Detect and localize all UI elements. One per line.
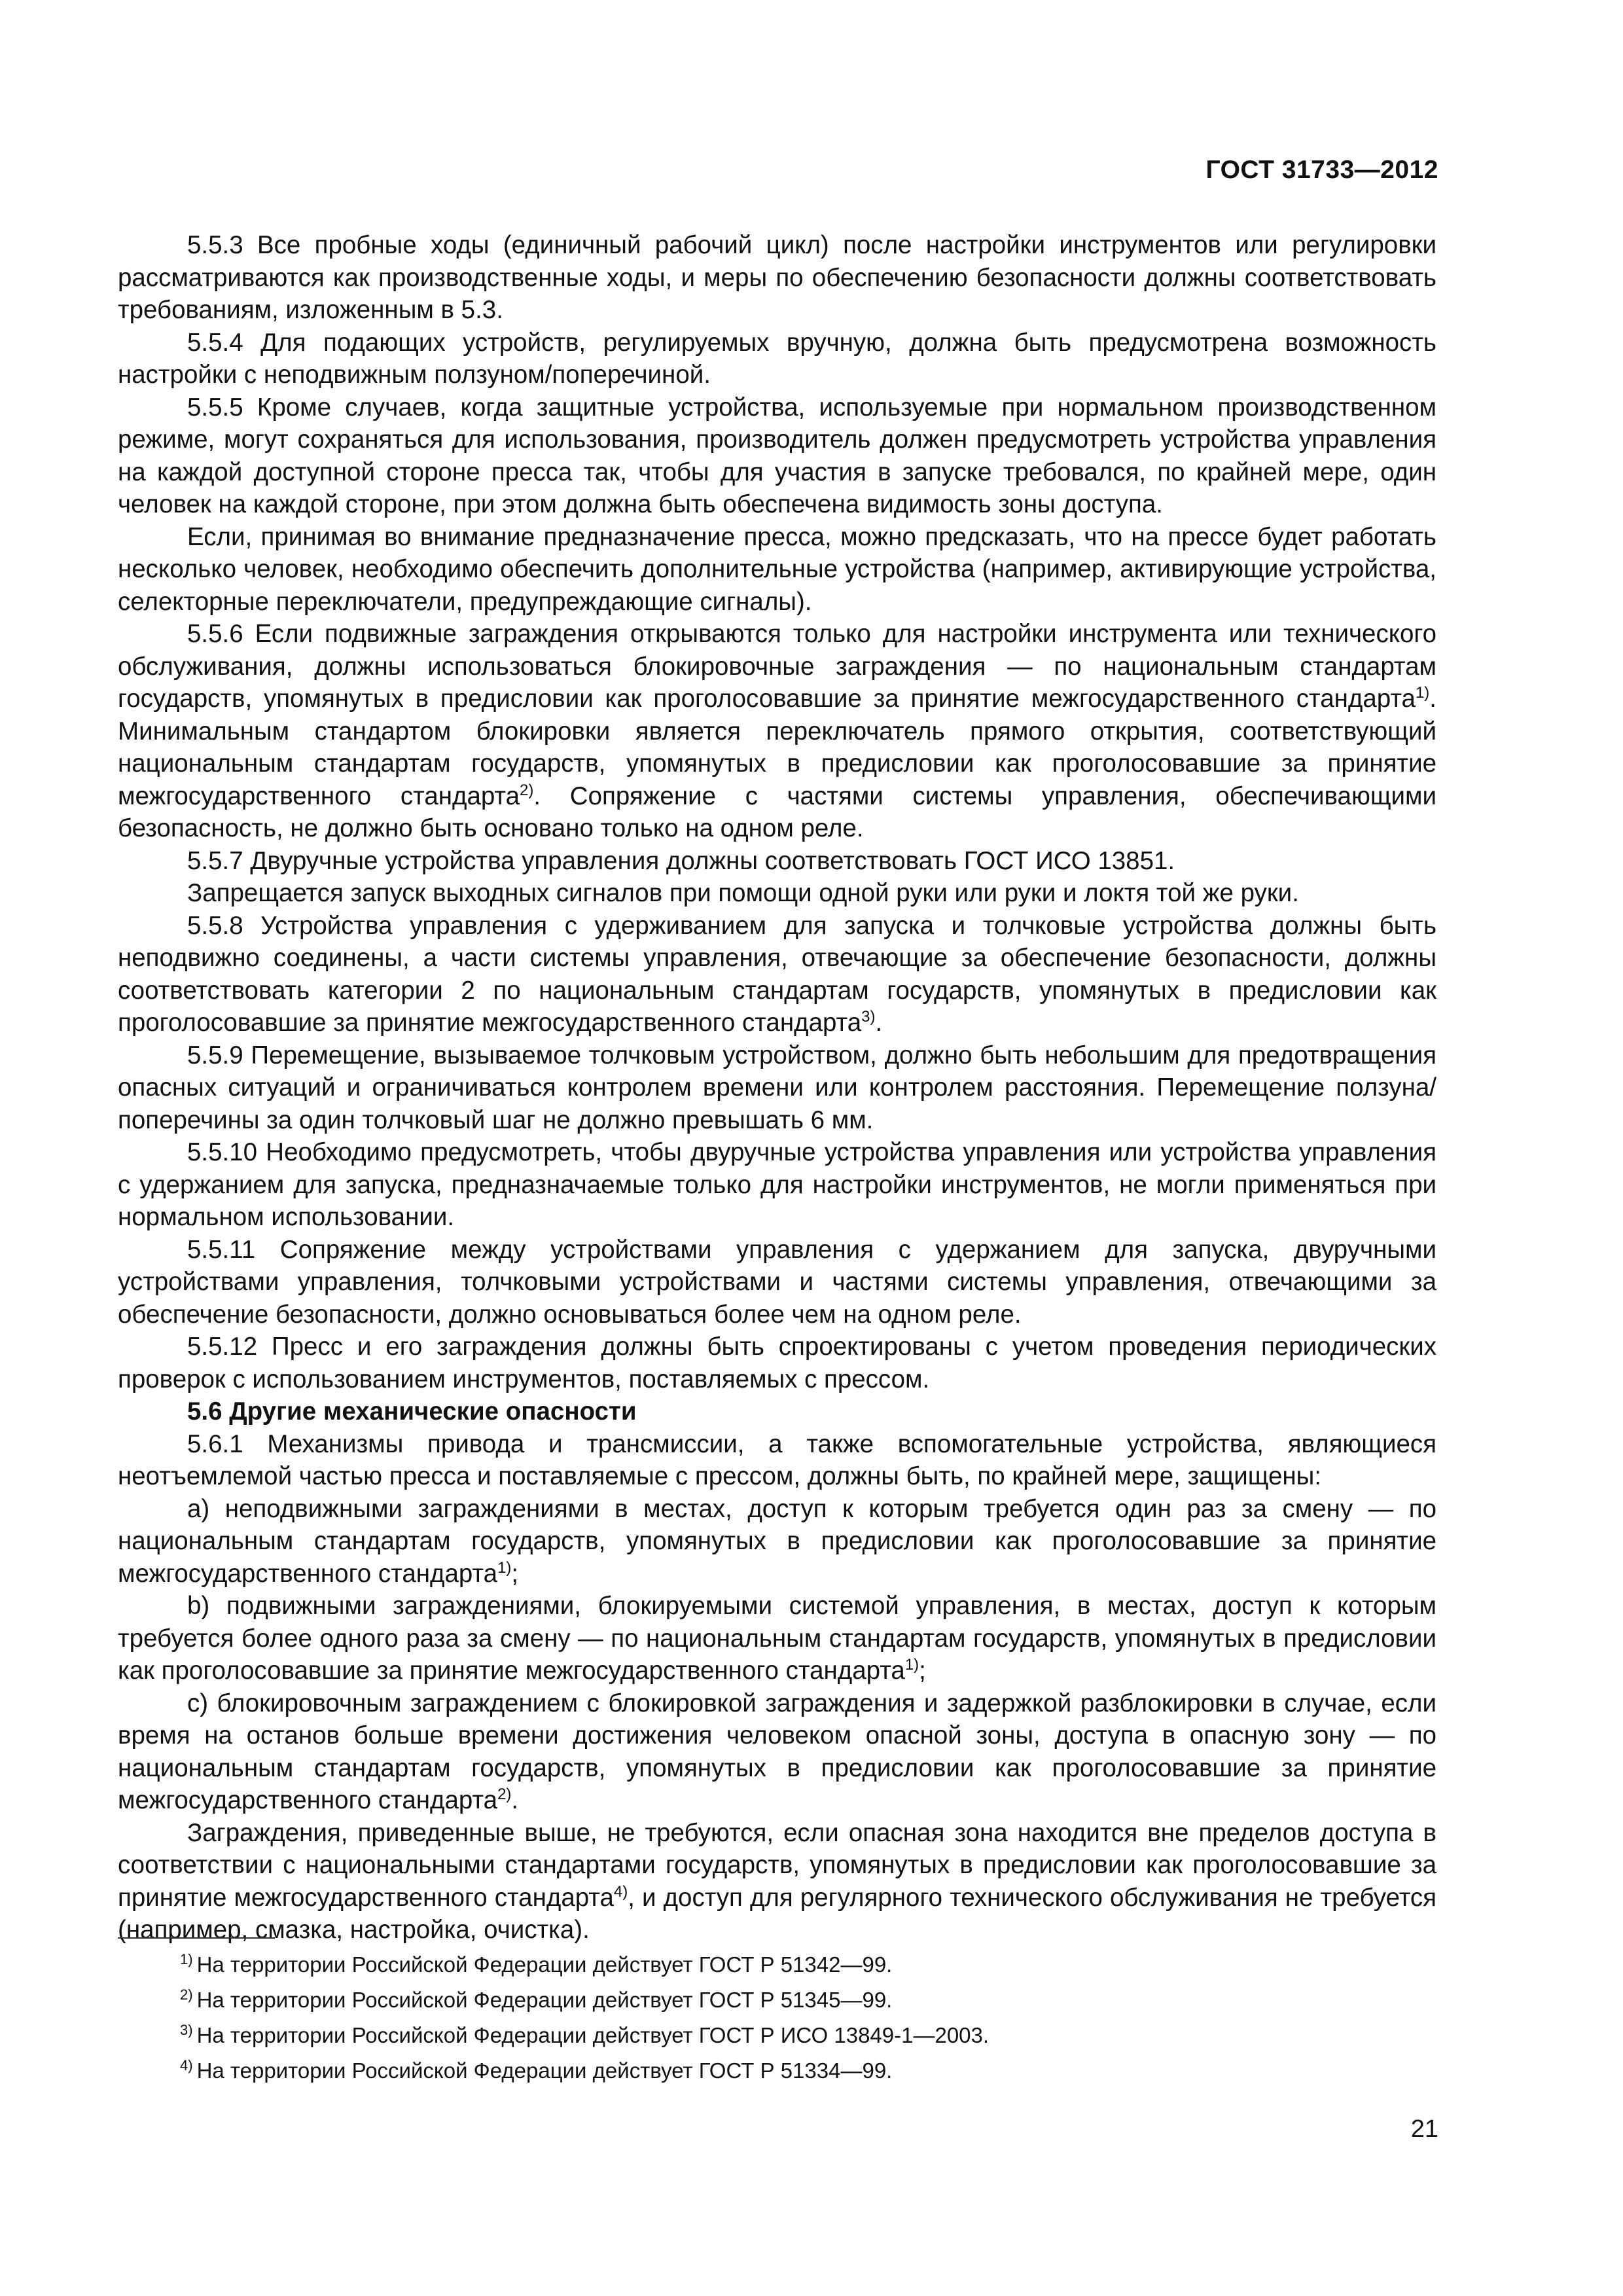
list-item-c (118, 1687, 1436, 1817)
sentence-end: . (875, 1009, 883, 1037)
footnote-2 (180, 1982, 1423, 2018)
paragraph-5-5-8 (118, 910, 1436, 1039)
paragraph-5-5-12: 5.5.12 Пресс и его заграждения должны быть спроектированы с учетом проведения периодических проверок с использованием инструментов, поставляемых с прессом. (118, 1333, 1436, 1393)
footnote-ref: 1) (1415, 684, 1430, 702)
paragraph-closing-part-a: Заграждения, приведенные выше, не требуются, если опасная зона находится вне пределов доступа в соответствии с национальными стандартами государств, упомянутых в предисловии как проголосовавшие за принятие межгосударственного стандарта (118, 1818, 1436, 1912)
document-id-header: ГОСТ 31733—2012 (1205, 156, 1438, 184)
footnote-ref: 1) (497, 1558, 512, 1577)
footnote-ref: 2) (520, 781, 534, 799)
footnote-text: На территории Российской Федерации действует ГОСТ Р 51345—99. (196, 1988, 893, 2012)
paragraph-5-5-10: 5.5.10 Необходимо предусмотреть, чтобы двуручные устройства управления или устройства управления с удержанием для запуска, предназначаемые только для настройки инструментов, не могли применяться при нормальном использовании. (118, 1138, 1436, 1231)
paragraph-5-5-5: 5.5.5 Кроме случаев, когда защитные устройства, используемые при нормальном производственном режиме, могут сохраняться для использования, производитель должен предусмотреть устройства управления на каждой доступной стороне пресса так, чтобы для участия в запуске требовался, по крайней мере, один человек на каждой стороне, при этом должна быть обеспечена видимость зоны доступа. (118, 393, 1436, 518)
footnote-text: На территории Российской Федерации действует ГОСТ Р 51342—99. (196, 1952, 893, 1977)
paragraph-closing-part-b: , и доступ для регулярного технического обслуживания не требуется (например, смазка, настройка, очистка). (118, 1883, 1436, 1944)
list-item-c-text: c) блокировочным заграждением с блокировкой заграждения и задержкой разблокировки в случае, если время на останов больше времени достижения человеком опасной зоны, доступа в опасную зону — по национальным стандартам государств, упомянутых в предисловии как проголосовавшие за принятие межгосударственного стандарта (118, 1689, 1436, 1814)
footnote-ref: 4) (613, 1882, 628, 1901)
list-item-b-text: b) подвижными заграждениями, блокируемыми системой управления, в местах, доступ к которым требуется более одного раза за смену — по национальным стандартам государств, упомянутых в предисловии как проголосовавшие за принятие межгосударственного стандарта (118, 1592, 1436, 1685)
paragraph-5-5-8-text: 5.5.8 Устройства управления с удерживанием для запуска и толчковые устройства должны быть неподвижно соединены, а части системы управления, отвечающие за обеспечение безопасности, должны соответствовать категории 2 по национальным стандартам государств, упомянутых в предисловии как проголосовавшие за принятие межгосударственного стандарта (118, 911, 1436, 1037)
footnote-mark: 1) (180, 1951, 193, 1967)
paragraph-5-5-11: 5.5.11 Сопряжение между устройствами управления с удержанием для запуска, двуручными устройствами управления, толчковыми устройствами и частями системы управления, отвечающими за обеспечение безопасности, должно основываться более чем на одном реле. (118, 1235, 1436, 1329)
list-item-a-text: a) неподвижными заграждениями в местах, доступ к которым требуется один раз за смену — по национальным стандартам государств, упомянутых в предисловии как проголосовавшие за принятие межгосударственного стандарта (118, 1494, 1436, 1588)
paragraph-5-5-6-part-c: . Сопряжение с частями системы управления, обеспечивающими безопасность, не должно быть основано только на одном реле. (118, 781, 1436, 842)
paragraph-5-6-1: 5.6.1 Механизмы привода и трансмиссии, а также вспомогательные устройства, являющиеся неотъемлемой частью пресса и поставляемые с прессом, должны быть, по крайней мере, защищены: (118, 1429, 1436, 1490)
footnote-ref: 3) (861, 1008, 876, 1026)
paragraph-5-5-6-part-a: 5.5.6 Если подвижные заграждения открываются только для настройки инструмента или технического обслуживания, должны использоваться блокировочные заграждения — по национальным стандартам государств, упомянутых в предисловии как проголосовавшие за принятие межгосударственного стандарта (118, 620, 1436, 713)
list-item-end: ; (511, 1559, 519, 1588)
paragraph-5-5-6 (118, 618, 1436, 845)
footnote-ref: 1) (904, 1656, 919, 1674)
paragraph-5-5-5-continued: Если, принимая во внимание предназначение пресса, можно предсказать, что на прессе будет работать несколько человек, необходимо обеспечить дополнительные устройства (например, активирующие устройства, селекторные переключатели, предупреждающие сигналы). (118, 522, 1436, 616)
paragraph-5-5-7: 5.5.7 Двуручные устройства управления должны соответствовать ГОСТ ИСО 13851. (187, 846, 1175, 875)
document-body (118, 229, 1436, 1946)
list-item-b (118, 1590, 1436, 1687)
footnote-mark: 4) (180, 2057, 193, 2073)
footnote-mark: 2) (180, 1986, 193, 2003)
footnote-mark: 3) (180, 2022, 193, 2038)
paragraph-5-5-7-continued: Запрещается запуск выходных сигналов при помощи одной руки или руки и локтя той же руки. (187, 879, 1299, 907)
footnote-3 (180, 2018, 1423, 2053)
paragraph-5-5-9: 5.5.9 Перемещение, вызываемое толчковым устройством, должно быть небольшим для предотвращения опасных ситуаций и ограничиваться контролем времени или контролем расстояния. Перемещение ползуна/поперечины за один толчковый шаг не должно превышать 6 мм. (118, 1041, 1436, 1134)
footnotes (180, 1947, 1423, 2089)
paragraph-5-5-4: 5.5.4 Для подающих устройств, регулируемых вручную, должна быть предусмотрена возможность настройки с неподвижным ползуном/поперечиной. (118, 328, 1436, 389)
list-item-end: . (511, 1786, 519, 1814)
page-number: 21 (1410, 2115, 1438, 2143)
footnote-separator (118, 1937, 275, 1939)
footnote-4 (180, 2053, 1423, 2089)
paragraph-closing (118, 1817, 1436, 1946)
list-item-end: ; (919, 1657, 926, 1685)
footnote-text: На территории Российской Федерации действует ГОСТ Р ИСО 13849-1—2003. (196, 2023, 990, 2047)
footnote-1 (180, 1947, 1423, 1982)
list-item-a (118, 1493, 1436, 1590)
paragraph-5-5-6-part-b: . Минимальным стандартом блокировки является переключатель прямого открытия, соответствующий национальным стандартам государств, упомянутых в предисловии как проголосовавшие за принятие межгосударственного стандарта (118, 685, 1436, 810)
footnote-text: На территории Российской Федерации действует ГОСТ Р 51334—99. (196, 2058, 893, 2083)
paragraph-5-5-3: 5.5.3 Все пробные ходы (единичный рабочий цикл) после настройки инструментов или регулировки рассматриваются как производственные ходы, и меры по обеспечению безопасности должны соответствовать требованиям, изложенным в 5.3. (118, 231, 1436, 324)
footnote-ref: 2) (497, 1785, 512, 1804)
section-heading-5-6: 5.6 Другие механические опасности (187, 1397, 637, 1426)
